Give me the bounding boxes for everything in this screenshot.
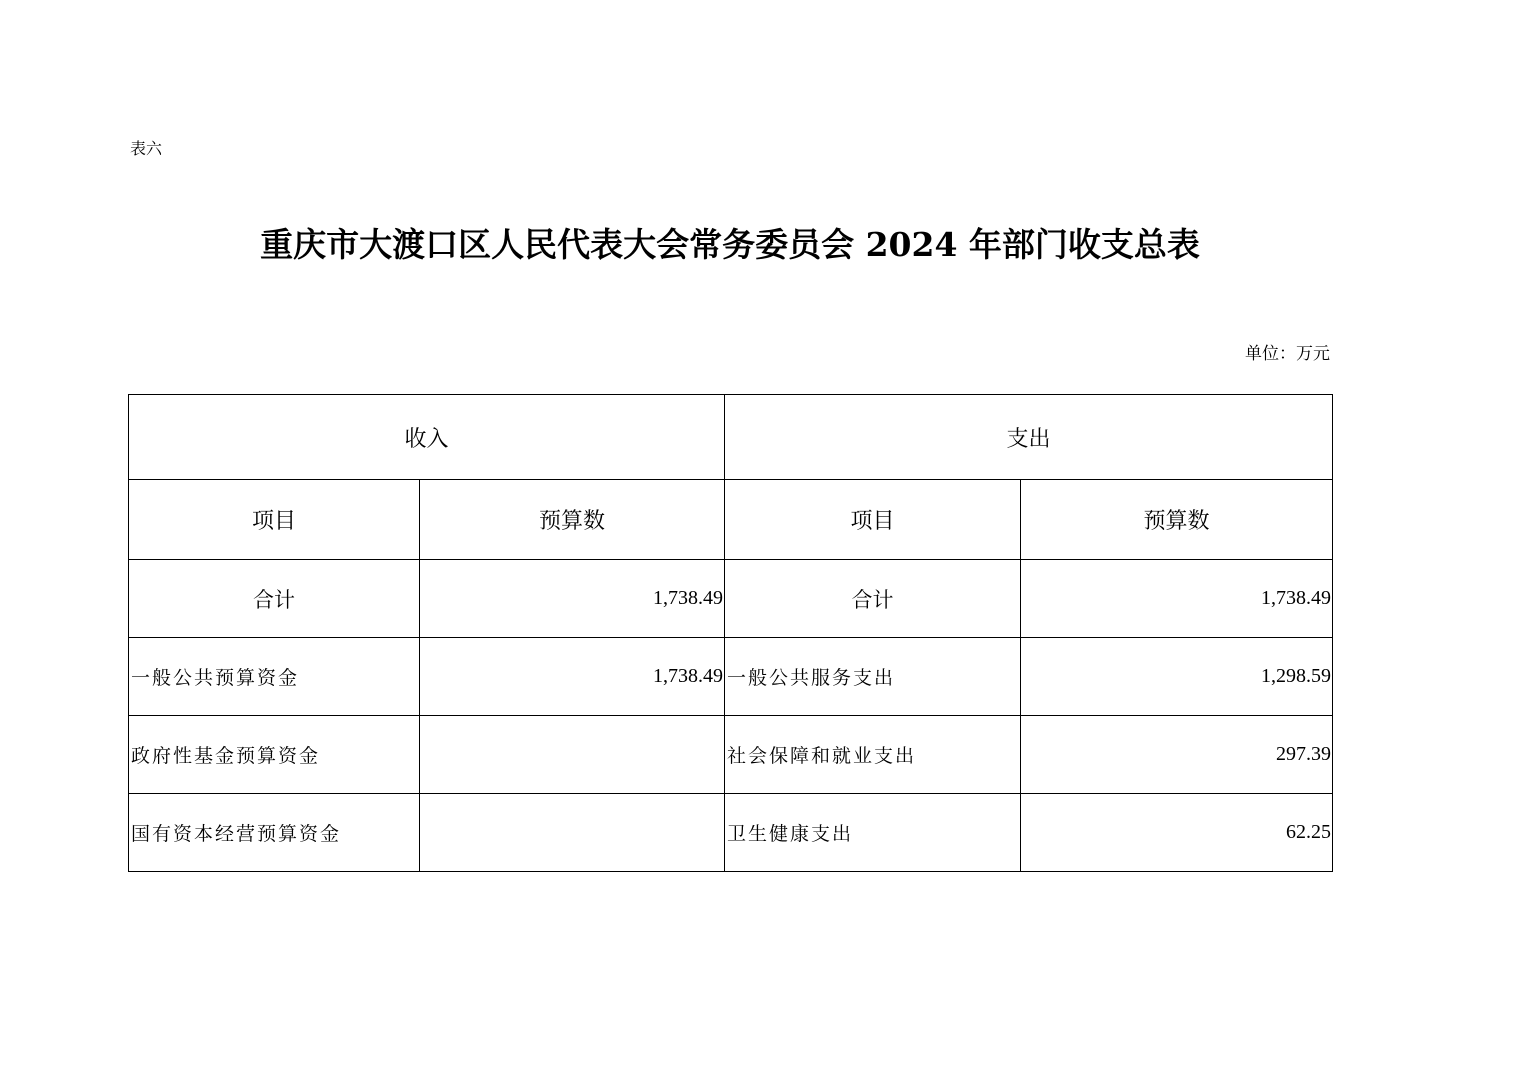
budget-summary-table [128,394,1333,872]
income-total-value: 1,738.49 [420,560,725,638]
document-title: 重庆市大渡口区人民代表大会常务委员会 2024 年部门收支总表 [260,225,1200,264]
expense-value-cell: 62.25 [1021,794,1333,872]
unit-note: 单位：万元 [1245,344,1330,364]
income-item-cell: 政府性基金预算资金 [129,716,420,794]
table-row [129,794,1333,872]
income-value-cell [420,794,725,872]
income-item-cell: 国有资本经营预算资金 [129,794,420,872]
expense-total-value: 1,738.49 [1021,560,1333,638]
income-section-header: 收入 [129,395,725,480]
total-row [129,560,1333,638]
income-total-label: 合计 [129,560,420,638]
expense-section-header: 支出 [725,395,1333,480]
expense-item-cell: 社会保障和就业支出 [725,716,1021,794]
expense-value-cell: 1,298.59 [1021,638,1333,716]
table-row [129,716,1333,794]
income-budget-header: 预算数 [420,480,725,560]
expense-item-cell: 卫生健康支出 [725,794,1021,872]
expense-value-cell: 297.39 [1021,716,1333,794]
expense-item-cell: 一般公共服务支出 [725,638,1021,716]
table-label: 表六 [130,139,163,158]
expense-item-header: 项目 [725,480,1021,560]
table-row [129,638,1333,716]
income-value-cell [420,716,725,794]
income-value-cell: 1,738.49 [420,638,725,716]
column-header-row [129,480,1333,560]
section-header-row [129,395,1333,480]
income-item-cell: 一般公共预算资金 [129,638,420,716]
income-item-header: 项目 [129,480,420,560]
expense-budget-header: 预算数 [1021,480,1333,560]
expense-total-label: 合计 [725,560,1021,638]
